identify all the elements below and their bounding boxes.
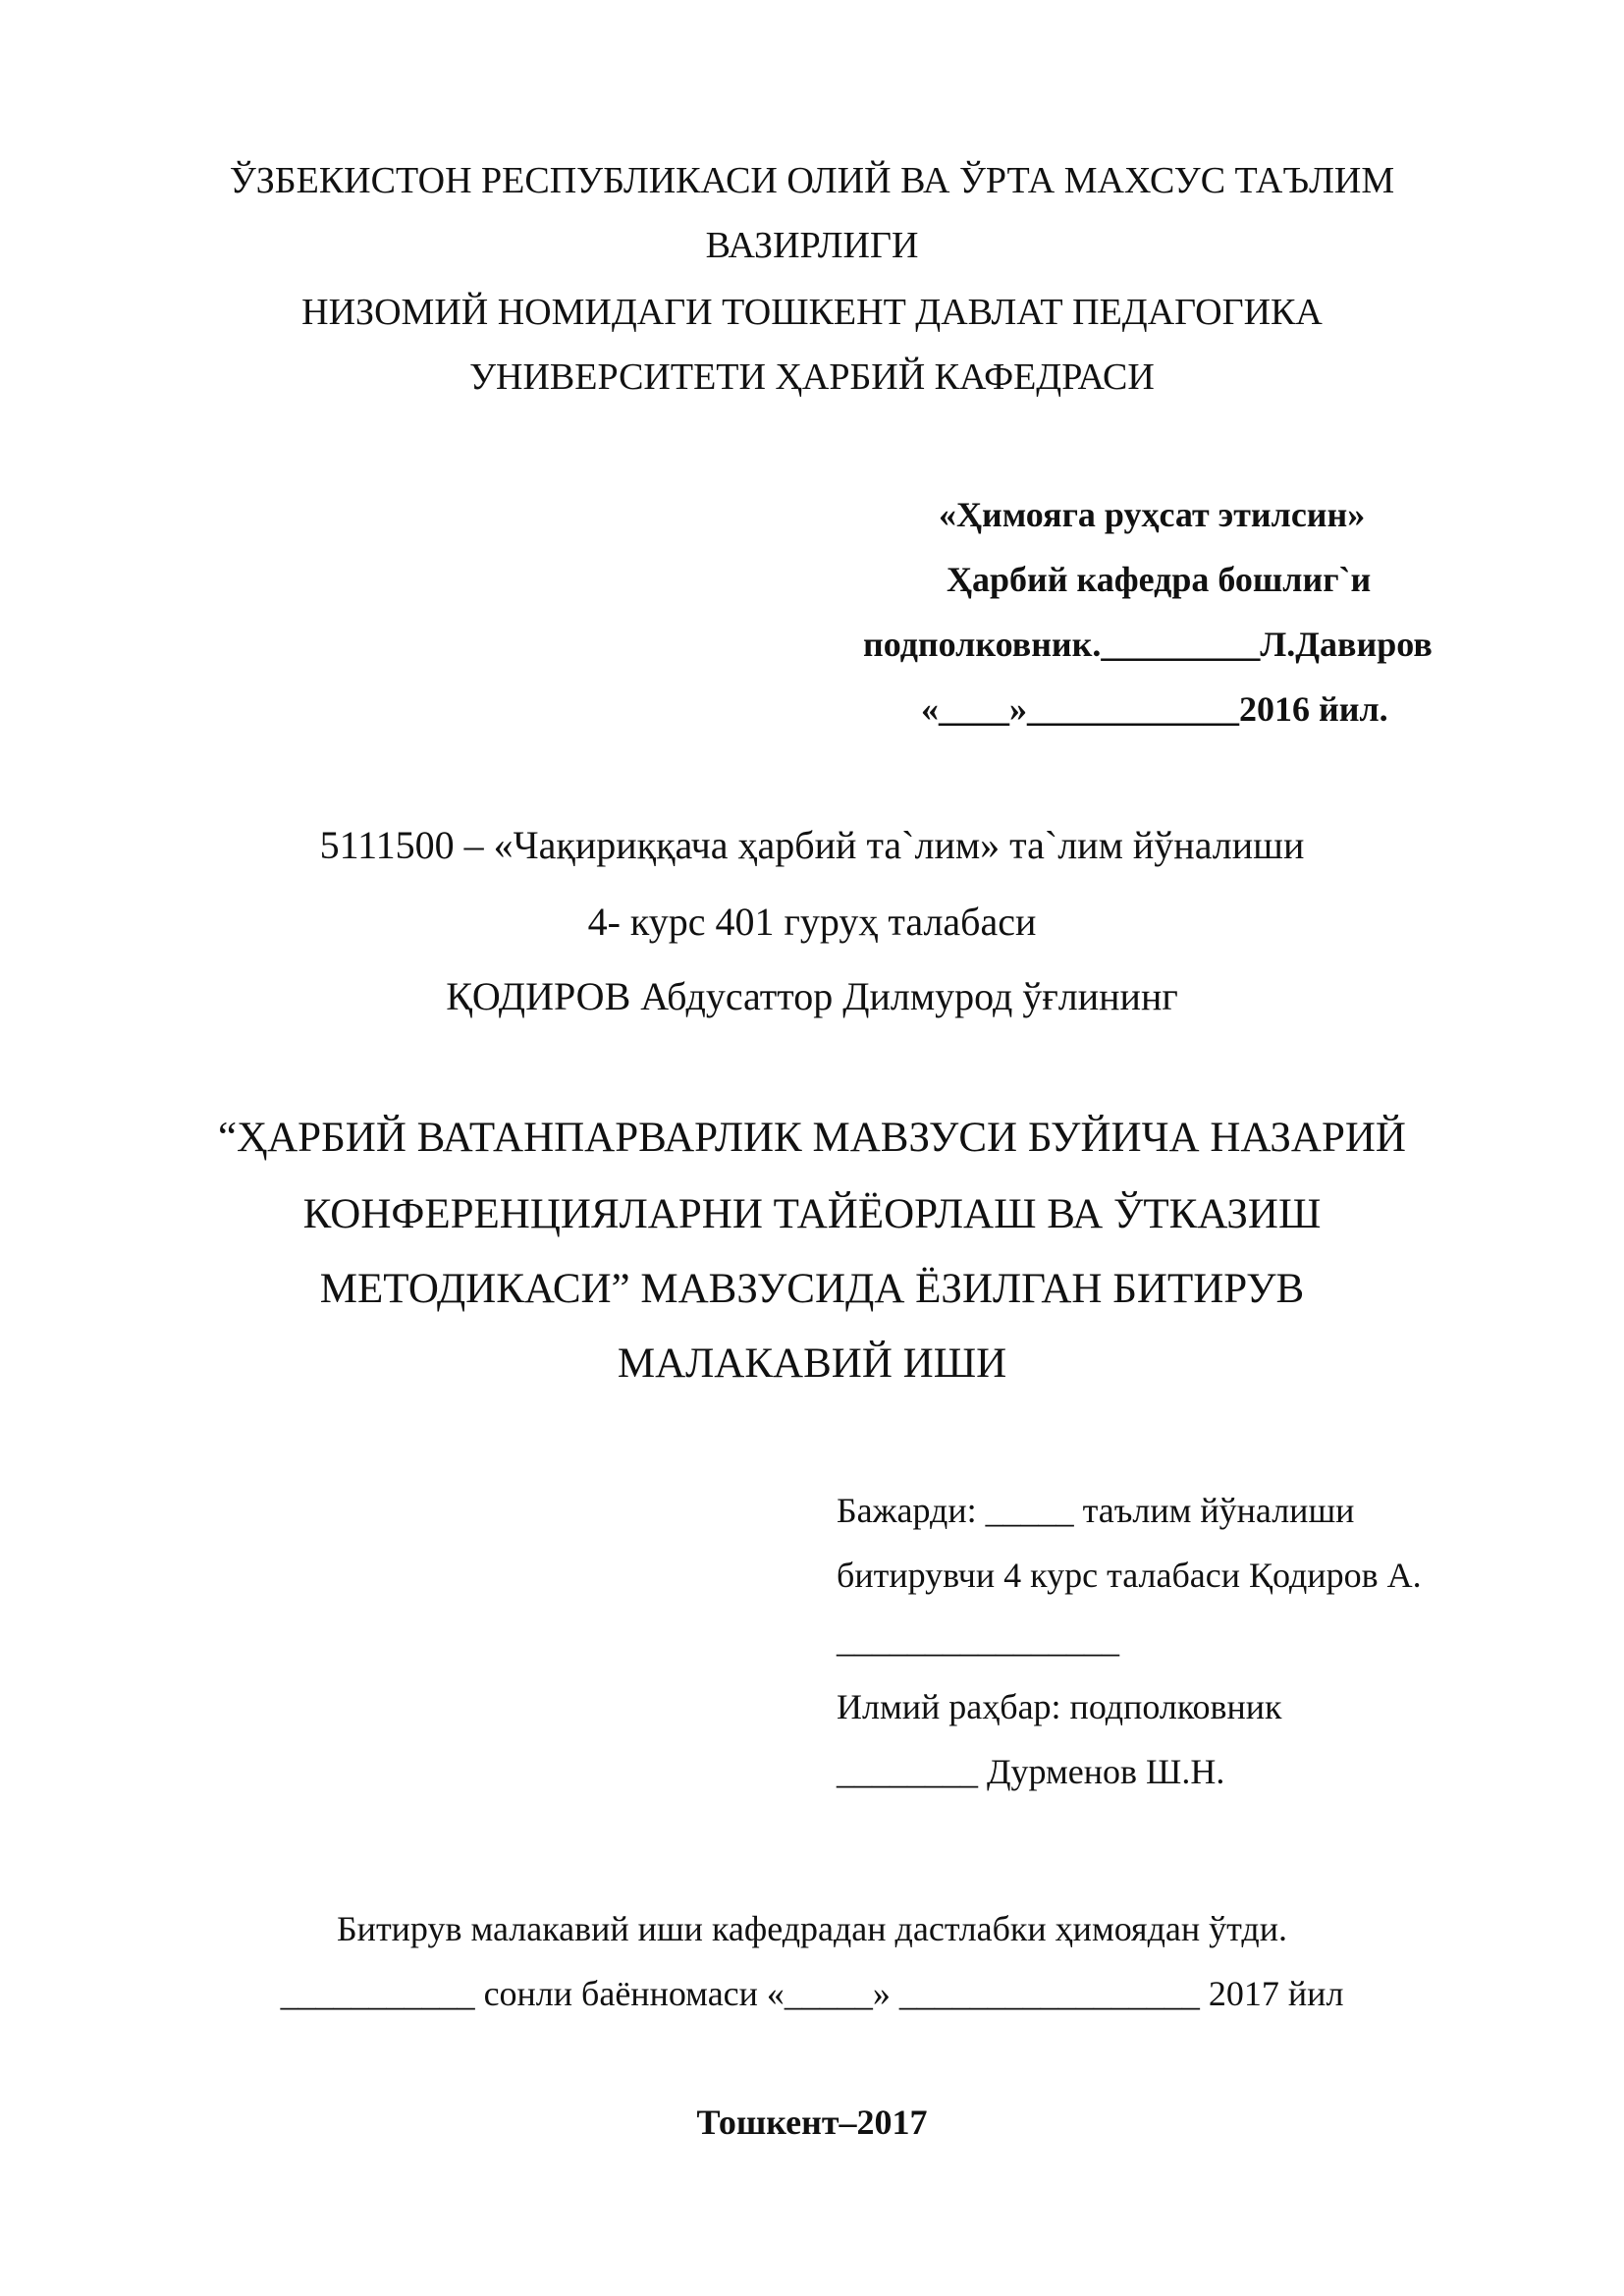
supervisor-line: Илмий раҳбар: подполковник xyxy=(837,1687,1282,1726)
protocol-line: ___________ сонли баённомаси «_____» _________________ 2017 йил xyxy=(280,1974,1344,2013)
approval-line-defense-permitted: «Ҳимояга руҳсат этилсин» xyxy=(939,495,1366,534)
city-year: Тошкент–2017 xyxy=(696,2103,928,2142)
graduate-student-line: битирувчи 4 курс талабаси Қодиров А. xyxy=(837,1556,1422,1595)
ministry-line-2: ВАЗИРЛИГИ xyxy=(705,225,919,266)
thesis-title-line-4: МАЛАКАВИЙ ИШИ xyxy=(617,1340,1007,1387)
university-line-1: НИЗОМИЙ НОМИДАГИ ТОШКЕНТ ДАВЛАТ ПЕДАГОГИКА xyxy=(301,292,1323,333)
approval-line-signature: подполковник._________Л.Давиров xyxy=(863,625,1433,664)
university-line-2: УНИВЕРСИТЕТИ ҲАРБИЙ КАФЕДРАСИ xyxy=(469,356,1155,398)
approval-line-department-head: Ҳарбий кафедра бошлиг`и xyxy=(947,560,1372,599)
course-group-line: 4- курс 401 гуруҳ талабаси xyxy=(587,900,1037,944)
supervisor-signature-line: ________ Дурменов Ш.Н. xyxy=(837,1752,1225,1791)
thesis-title-line-2: КОНФЕРЕНЦИЯЛАРНИ ТАЙЁОРЛАШ ВА ЎТКАЗИШ xyxy=(302,1191,1322,1237)
thesis-title-line-3: МЕТОДИКАСИ” МАВЗУСИДА ЁЗИЛГАН БИТИРУВ xyxy=(319,1266,1305,1312)
ministry-line-1: ЎЗБЕКИСТОН РЕСПУБЛИКАСИ ОЛИЙ ВА ЎРТА МАХСУС ТАЪЛИМ xyxy=(229,160,1395,201)
student-name-line: ҚОДИРОВ Абдусаттор Дилмурод ўғлининг xyxy=(446,974,1178,1018)
student-signature-line: ________________ xyxy=(837,1620,1119,1660)
approval-line-date: «____»____________2016 йил. xyxy=(921,689,1388,729)
specialty-line: 5111500 – «Чақириққача ҳарбий та`лим» та`лим йўналиши xyxy=(319,823,1305,867)
preliminary-defense-line: Битирув малакавий иши кафедрадан дастлабки ҳимоядан ўтди. xyxy=(337,1909,1287,1948)
thesis-title-line-1: “ҲАРБИЙ ВАТАНПАРВАРЛИК МАВЗУСИ БУЙИЧА НАЗАРИЙ xyxy=(217,1115,1406,1161)
executor-line: Бажарди: _____ таълим йўналиши xyxy=(837,1491,1355,1530)
